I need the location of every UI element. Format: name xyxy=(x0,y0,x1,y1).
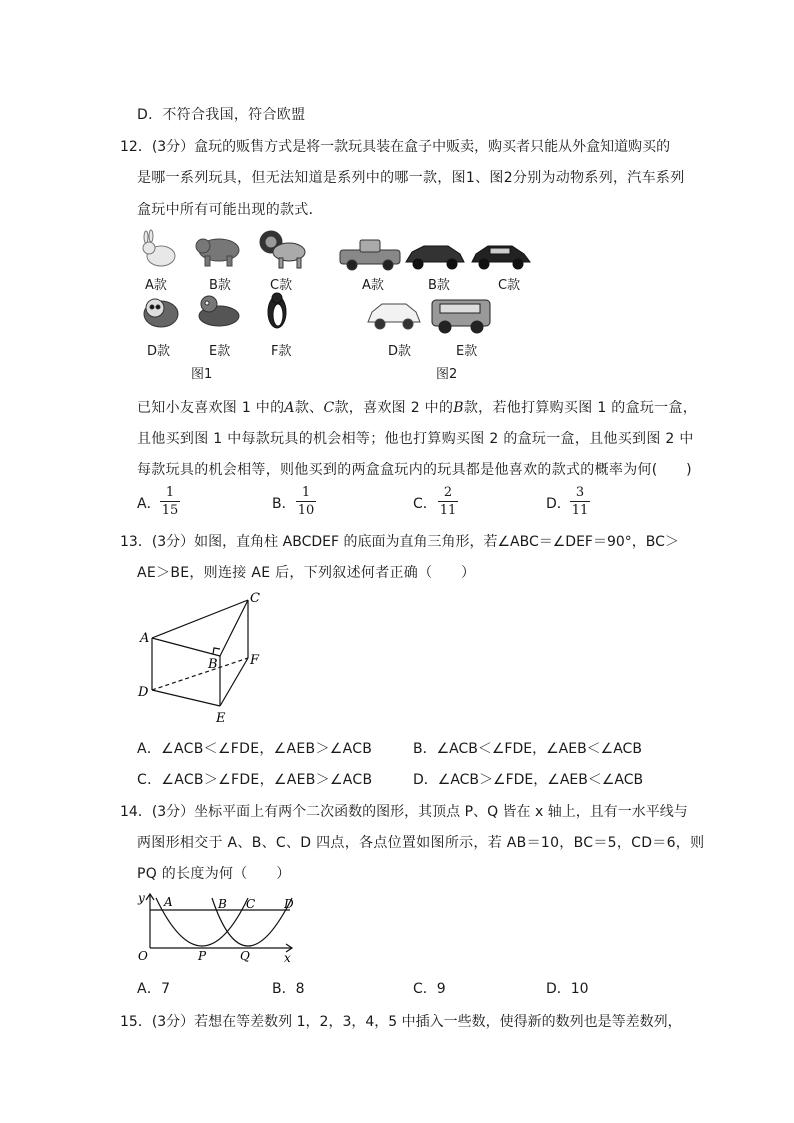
q15-line-1: 15．(3分）若想在等差数列 1，2，3，4，5 中插入一些数，使得新的数列也是等差数列， xyxy=(120,1014,682,1030)
q12-line-3: 盒玩中所有可能出现的款式． xyxy=(137,202,323,218)
fig1-label-f: F款 xyxy=(271,344,292,359)
q12-line-4: 已知小友喜欢图 1 中的A款、C款，喜欢图 2 中的B款，若他打算购买图 1 的盒玩一盒， xyxy=(137,400,698,416)
label-d: D xyxy=(284,897,294,911)
label-p: P xyxy=(198,949,207,963)
q13-option-a[interactable]: A．∠ACB＜∠FDE，∠AEB＞∠ACB xyxy=(137,741,373,757)
label-c: C xyxy=(246,897,256,911)
label-e: E xyxy=(216,711,226,726)
label-o: O xyxy=(138,949,148,963)
bear-icon xyxy=(196,239,239,266)
q13-option-c[interactable]: C．∠ACB＞∠FDE，∠AEB＞∠ACB xyxy=(137,772,373,788)
lion-icon xyxy=(260,231,305,268)
q12-line-5: 且他买到图 1 中每款玩具的机会相等；他也打算购买图 2 的盒玩一盒，且他买到图 2 中 xyxy=(137,431,694,447)
fig2-caption: 图2 xyxy=(436,367,458,382)
black-sedan-icon xyxy=(472,246,530,269)
q13-option-d[interactable]: D．∠ACB＞∠FDE，∠AEB＜∠ACB xyxy=(413,772,644,788)
label-c: C xyxy=(250,591,260,606)
rabbit-icon xyxy=(143,230,175,266)
q13-option-b[interactable]: B．∠ACB＜∠FDE，∠AEB＜∠ACB xyxy=(413,741,642,757)
animal-icons xyxy=(135,228,315,383)
fig2-label-d: D款 xyxy=(388,344,412,359)
figure-1-animals xyxy=(135,228,315,383)
q13-prism-diagram xyxy=(130,588,280,728)
fig1-label-d: D款 xyxy=(147,344,171,359)
pickup-truck-icon xyxy=(340,240,400,270)
fig1-label-a: A款 xyxy=(145,278,167,293)
q14-parabola-diagram xyxy=(134,890,304,966)
fig1-label-e: E款 xyxy=(209,344,231,359)
label-y: y xyxy=(138,891,145,905)
penguin-icon xyxy=(268,293,286,328)
figure-2-cars xyxy=(338,228,538,383)
label-a: A xyxy=(140,631,150,646)
q12-line-1: 12．(3分）盒玩的贩售方式是将一款玩具装在盒子中贩卖，购买者只能从外盒知道购买的 xyxy=(120,139,671,155)
fig1-caption: 图1 xyxy=(191,367,213,382)
q14-line-3: PQ 的长度为何（ ） xyxy=(137,866,291,882)
q13-line-2: AE＞BE，则连接 AE 后，下列叙述何者正确（ ） xyxy=(137,565,476,581)
q14-option-b[interactable]: B．8 xyxy=(272,981,305,997)
fig2-label-b: B款 xyxy=(428,278,450,293)
otter-icon xyxy=(199,296,239,326)
label-x: x xyxy=(284,951,291,965)
q14-line-1: 14．(3分）坐标平面上有两个二次函数的图形，其顶点 P、Q 皆在 x 轴上，且有一水平线与 xyxy=(120,804,688,820)
label-q: Q xyxy=(240,949,250,963)
car-icons xyxy=(338,228,538,383)
label-b: B xyxy=(208,657,218,672)
q12-line-2: 是哪一系列玩具，但无法知道是系列中的哪一款，图1、图2分别为动物系列，汽车系列 xyxy=(137,170,685,186)
fig2-label-a: A款 xyxy=(362,278,384,293)
compact-car-icon xyxy=(368,304,420,329)
red-panda-icon xyxy=(144,299,178,327)
label-a: A xyxy=(164,895,173,909)
dark-sedan-icon xyxy=(406,246,464,269)
q14-option-c[interactable]: C．9 xyxy=(413,981,446,997)
q14-option-a[interactable]: A．7 xyxy=(137,981,171,997)
fig2-label-c: C款 xyxy=(498,278,521,293)
fig1-label-b: B款 xyxy=(209,278,231,293)
q13-line-1: 13．(3分）如图，直角柱 ABCDEF 的底面为直角三角形，若∠ABC＝∠DEF＝90°，BC＞ xyxy=(120,534,679,550)
fig1-label-c: C款 xyxy=(270,278,293,293)
label-f: F xyxy=(250,653,260,668)
suv-icon xyxy=(432,300,490,333)
q14-line-2: 两图形相交于 A、B、C、D 四点，各点位置如图所示，若 AB＝10，BC＝5，CD＝6，则 xyxy=(137,835,705,851)
q11-option-d: D．不符合我国，符合欧盟 xyxy=(137,107,306,123)
q12-line-6: 每款玩具的机会相等，则他买到的两盒盒玩内的玩具都是他喜欢的款式的概率为何( ) xyxy=(137,462,692,478)
label-d: D xyxy=(138,685,149,700)
q14-option-d[interactable]: D．10 xyxy=(546,981,589,997)
fig2-label-e: E款 xyxy=(456,344,478,359)
label-b: B xyxy=(218,897,227,911)
